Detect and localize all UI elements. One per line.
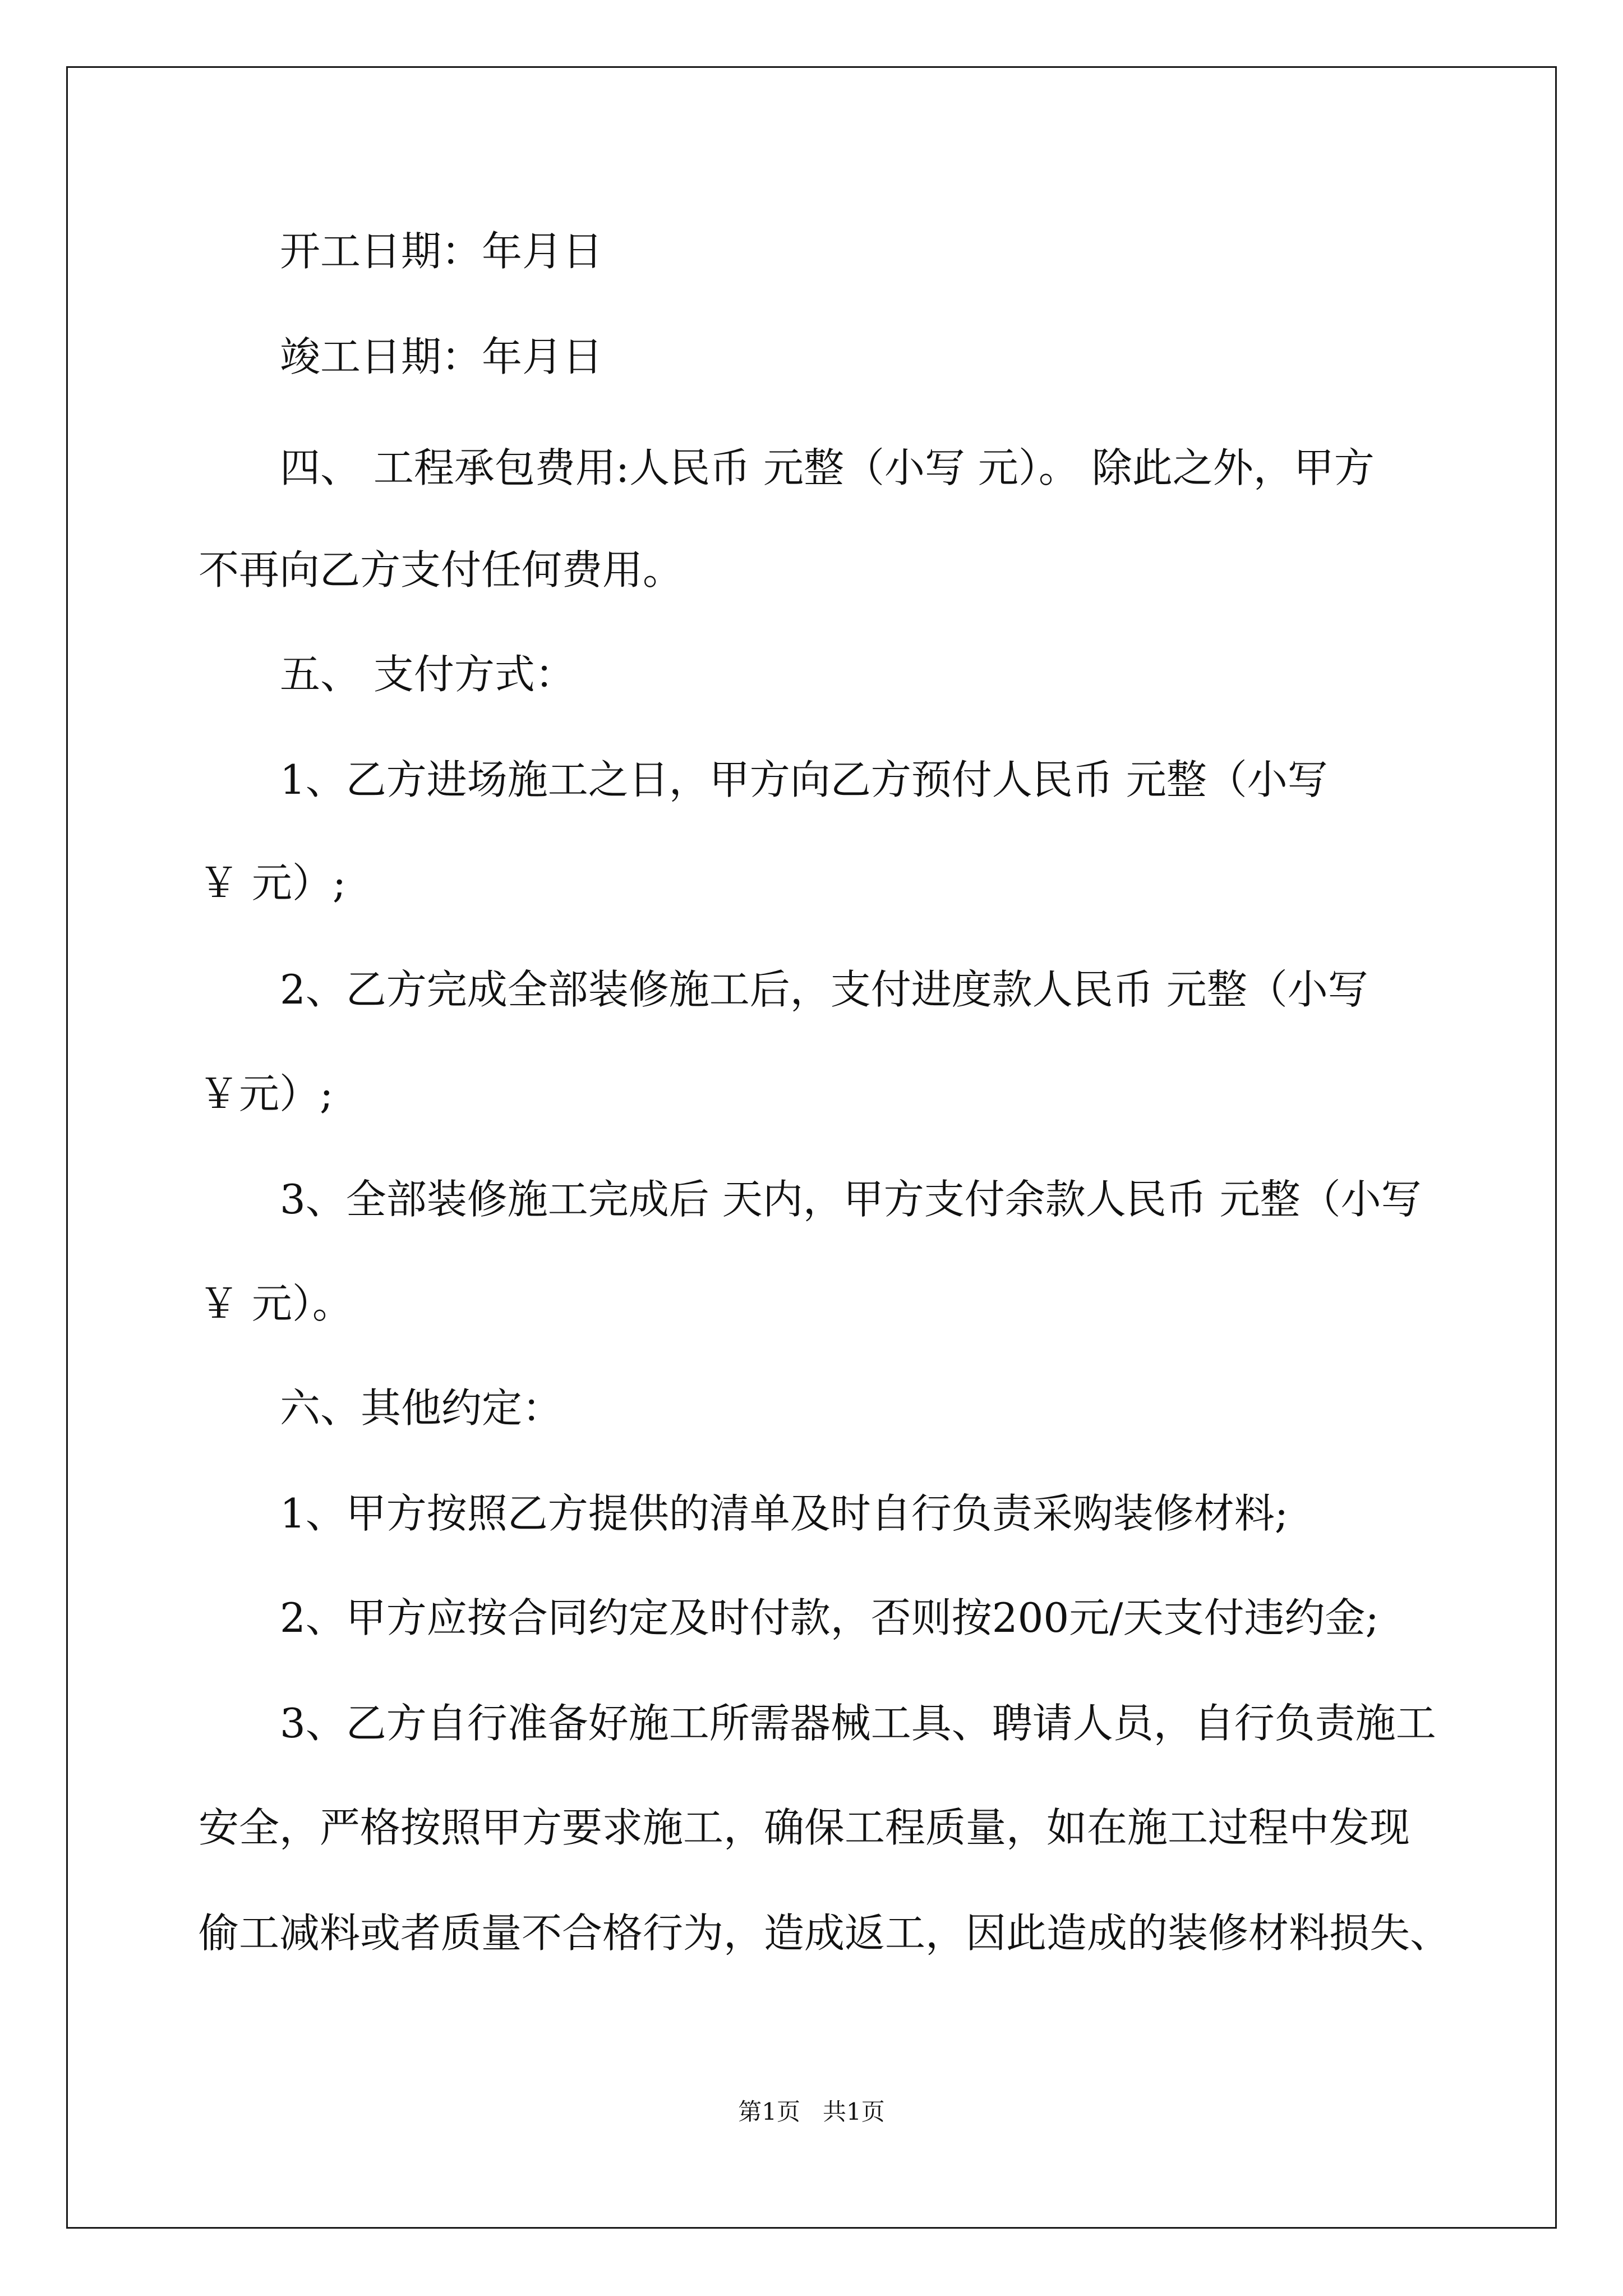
payment-item-2-cont: ￥元）;: [199, 1070, 334, 1117]
page-border: [66, 66, 1557, 2229]
other-item-2: 2、甲方应按合同约定及时付款，否则按200元/天支付违约金;: [280, 1594, 1379, 1641]
section-six-heading: 六、其他约定：: [280, 1384, 563, 1432]
page-footer: 第1页 共1页: [738, 2098, 885, 2125]
other-item-3-cont-1: 安全，严格按照甲方要求施工，确保工程质量，如在施工过程中发现: [199, 1804, 1410, 1851]
payment-item-1: 1、乙方进场施工之日，甲方向乙方预付人民币 元整（小写: [280, 756, 1328, 803]
section-five-heading: 五、 支付方式：: [280, 651, 575, 698]
payment-item-1-cont: ￥ 元）;: [199, 859, 347, 907]
other-item-3: 3、乙方自行准备好施工所需器械工具、聘请人员，自行负责施工: [280, 1700, 1436, 1747]
payment-item-2: 2、乙方完成全部装修施工后，支付进度款人民币 元整（小写: [280, 966, 1368, 1013]
start-date-line: 开工日期：年月日: [280, 228, 603, 275]
payment-item-3: 3、全部装修施工完成后 天内，甲方支付余款人民币 元整（小写: [280, 1176, 1422, 1223]
completion-date-line: 竣工日期：年月日: [280, 333, 603, 380]
other-item-3-cont-2: 偷工减料或者质量不合格行为，造成返工，因此造成的装修材料损失、: [199, 1910, 1451, 1957]
other-item-1: 1、甲方按照乙方提供的清单及时自行负责采购装修材料;: [280, 1490, 1289, 1537]
payment-item-3-cont: ￥ 元）。: [199, 1280, 353, 1327]
section-four-cost-line-cont: 不再向乙方支付任何费用。: [199, 546, 684, 593]
section-four-cost-line: 四、 工程承包费用:人民币 元整（小写 元）。 除此之外，甲方: [280, 444, 1375, 491]
